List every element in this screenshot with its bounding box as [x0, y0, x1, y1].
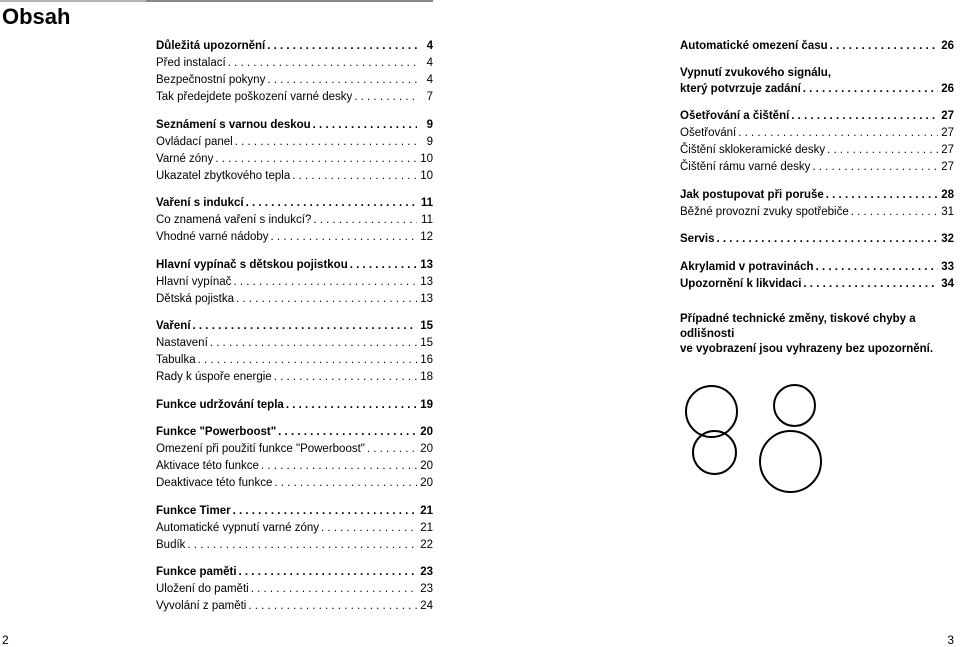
toc-entry[interactable]	[680, 276, 954, 293]
toc-entry[interactable]	[156, 352, 433, 369]
toc-page-number: 27	[941, 144, 954, 156]
toc-leader-dots	[233, 274, 417, 291]
toc-entry[interactable]	[156, 274, 433, 291]
toc-group-service	[680, 231, 954, 248]
toc-entry-title: Nastavení	[156, 337, 208, 349]
toc-page-number: 32	[941, 233, 954, 245]
toc-entry-title: Vyvolání z paměti	[156, 600, 247, 612]
toc-entry-title: Funkce "Powerboost"	[156, 426, 277, 438]
toc-entry[interactable]	[156, 318, 433, 335]
toc-entry-title: Uložení do paměti	[156, 583, 249, 595]
toc-page-number: 18	[420, 371, 433, 383]
toc-group	[156, 397, 433, 414]
toc-page-number: 7	[426, 91, 433, 103]
toc-entry[interactable]	[156, 117, 433, 134]
toc-entry[interactable]	[156, 369, 433, 386]
toc-entry[interactable]	[156, 229, 433, 246]
toc-entry[interactable]	[156, 134, 433, 151]
toc-entry[interactable]	[156, 424, 433, 441]
toc-entry[interactable]	[680, 231, 954, 248]
toc-group	[156, 257, 433, 308]
toc-leader-dots	[286, 397, 417, 414]
toc-page-number: 26	[941, 40, 954, 52]
toc-group	[156, 117, 433, 185]
toc-page-number: 12	[420, 231, 433, 243]
toc-leader-dots	[803, 276, 938, 293]
toc-page-number: 13	[420, 258, 433, 271]
toc-leader-dots	[827, 142, 938, 159]
toc-entry-title: Omezení při použití funkce "Powerboost"	[156, 443, 365, 455]
burner-top-right-icon	[773, 384, 816, 427]
toc-entry-title: Akrylamid v potravinách	[680, 260, 814, 273]
toc-entry-title: Ošetřování	[680, 127, 737, 139]
toc-page-number: 22	[420, 538, 433, 551]
toc-entry[interactable]	[156, 475, 433, 492]
toc-entry-title-line1[interactable]: Vypnutí zvukového signálu,	[680, 66, 832, 79]
toc-leader-dots	[246, 195, 417, 212]
toc-right-column	[680, 38, 954, 303]
toc-entry[interactable]	[156, 520, 433, 537]
toc-leader-dots	[313, 117, 417, 134]
toc-entry[interactable]	[156, 89, 433, 106]
toc-leader-dots	[321, 520, 417, 537]
header-rule-light	[146, 0, 433, 2]
toc-entry[interactable]	[156, 335, 433, 352]
toc-page-number: 13	[420, 275, 433, 288]
toc-page-number: 21	[420, 504, 433, 517]
toc-leader-dots	[235, 134, 417, 151]
toc-entry-title: Vaření	[156, 320, 191, 332]
toc-leader-dots	[803, 81, 938, 98]
toc-entry[interactable]	[680, 187, 954, 204]
toc-entry-title: Upozornění k likvidaci	[680, 277, 802, 290]
toc-page-number: 33	[941, 260, 954, 273]
toc-page-number: 10	[420, 152, 433, 165]
toc-group	[156, 195, 433, 246]
toc-page-number: 9	[426, 118, 433, 131]
toc-leader-dots	[198, 352, 417, 369]
page-title: Obsah	[2, 4, 71, 29]
toc-entry-title: Deaktivace této funkce	[156, 477, 273, 489]
toc-leader-dots	[228, 55, 417, 72]
toc-page-number: 10	[420, 169, 433, 182]
toc-group-misc	[680, 259, 954, 293]
toc-page-number: 34	[941, 277, 954, 290]
toc-page-number: 15	[420, 337, 433, 349]
toc-entry-title: Rady k úspoře energie	[156, 371, 272, 383]
toc-page-number: 28	[941, 188, 954, 201]
toc-page-number: 31	[941, 205, 954, 218]
toc-leader-dots	[233, 503, 417, 520]
toc-entry-title: Automatické vypnutí varné zóny	[156, 521, 319, 534]
disclaimer-line2: ve vyobrazení jsou vyhrazeny bez upozornění.	[680, 343, 934, 355]
toc-entry-title: Tak předejdete poškození varné desky	[156, 91, 353, 103]
toc-leader-dots	[830, 38, 938, 55]
toc-entry[interactable]	[156, 581, 433, 598]
toc-entry[interactable]	[156, 257, 433, 274]
toc-page-number: 27	[941, 127, 954, 139]
toc-entry[interactable]	[680, 38, 954, 55]
toc-entry-title: Bezpečnostní pokyny	[156, 74, 266, 86]
toc-group	[156, 318, 433, 386]
toc-entry[interactable]	[156, 503, 433, 520]
toc-page-number: 21	[420, 521, 433, 534]
disclaimer-line1: Případné technické změny, tiskové chyby a odlišnosti	[680, 313, 916, 340]
toc-entry-title: Co znamená vaření s indukcí?	[156, 214, 312, 226]
toc-entry[interactable]	[680, 108, 954, 125]
toc-page-number: 26	[941, 82, 954, 95]
toc-page-number: 11	[421, 214, 433, 226]
toc-page-number: 27	[941, 110, 954, 122]
toc-page-number: 11	[420, 197, 433, 209]
toc-entry-title: Důležitá upozornění	[156, 40, 266, 52]
toc-entry[interactable]	[156, 564, 433, 581]
toc-leader-dots	[267, 72, 417, 89]
toc-leader-dots	[193, 318, 417, 335]
toc-entry-title: Čištění sklokeramické desky	[680, 144, 826, 156]
toc-entry[interactable]	[156, 212, 433, 229]
toc-leader-dots	[354, 89, 417, 106]
toc-entry-title: Ovládací panel	[156, 135, 233, 148]
toc-group	[156, 503, 433, 554]
toc-leader-dots	[274, 369, 417, 386]
toc-page-number: 20	[420, 426, 433, 438]
toc-entry[interactable]	[680, 142, 954, 159]
toc-leader-dots	[313, 212, 417, 229]
toc-entry-title: Tabulka	[156, 354, 196, 366]
toc-entry-title: Ošetřování a čištění	[680, 110, 790, 122]
toc-page-number: 23	[420, 566, 433, 578]
toc-entry[interactable]	[156, 168, 433, 185]
toc-page-number: 23	[420, 583, 433, 595]
toc-entry[interactable]	[156, 72, 433, 89]
toc-entry-title: který potvrzuje zadání	[680, 82, 801, 95]
toc-leader-dots	[271, 229, 417, 246]
toc-entry-title: Servis	[680, 233, 715, 245]
toc-entry-title: Funkce Timer	[156, 504, 231, 517]
toc-leader-dots	[717, 231, 938, 248]
burner-bottom-right-icon	[759, 430, 822, 493]
toc-entry-title: Varné zóny	[156, 152, 214, 165]
burner-bottom-left-icon	[692, 430, 737, 475]
toc-group-auto-off	[680, 38, 954, 55]
toc-leader-dots	[239, 564, 417, 581]
toc-group-care	[680, 108, 954, 176]
toc-entry-title: Čištění rámu varné desky	[680, 161, 811, 173]
toc-page-number: 13	[420, 292, 433, 305]
toc-leader-dots	[851, 204, 938, 221]
toc-entry-title: Před instalací	[156, 57, 226, 69]
toc-entry-title: Seznámení s varnou deskou	[156, 118, 311, 131]
toc-entry[interactable]	[680, 259, 954, 276]
toc-entry-title: Funkce paměti	[156, 566, 237, 578]
toc-page-number: 20	[420, 460, 433, 472]
toc-leader-dots	[248, 598, 417, 615]
toc-entry[interactable]	[156, 441, 433, 458]
toc-entry[interactable]	[156, 537, 433, 554]
toc-entry-title: Jak postupovat při poruše	[680, 188, 824, 201]
toc-leader-dots	[210, 335, 417, 352]
toc-leader-dots	[292, 168, 417, 185]
toc-entry[interactable]	[680, 159, 954, 176]
toc-entry-title: Funkce udržování tepla	[156, 398, 284, 411]
toc-leader-dots	[274, 475, 417, 492]
toc-leader-dots	[826, 187, 938, 204]
toc-entry[interactable]	[156, 397, 433, 414]
toc-group-beep	[680, 66, 954, 98]
toc-entry[interactable]	[156, 458, 433, 475]
toc-group	[156, 38, 433, 106]
toc-page-number: 4	[426, 57, 433, 69]
toc-leader-dots	[251, 581, 417, 598]
toc-entry[interactable]	[156, 291, 433, 308]
toc-leader-dots	[367, 441, 417, 458]
toc-entry-title: Budík	[156, 538, 186, 551]
toc-page-number: 20	[420, 477, 433, 489]
toc-entry[interactable]	[156, 195, 433, 212]
toc-leader-dots	[791, 108, 938, 125]
toc-entry-title: Hlavní vypínač	[156, 275, 232, 288]
toc-entry[interactable]	[680, 81, 954, 98]
toc-leader-dots	[816, 259, 938, 276]
toc-entry-title: Aktivace této funkce	[156, 460, 259, 472]
toc-entry-title: Hlavní vypínač s dětskou pojistkou	[156, 258, 348, 271]
toc-leader-dots	[267, 38, 417, 55]
toc-entry[interactable]	[156, 55, 433, 72]
page-number-right: 3	[947, 633, 954, 647]
toc-page-number: 4	[426, 40, 433, 52]
toc-leader-dots	[187, 537, 417, 554]
toc-leader-dots	[236, 291, 417, 308]
toc-page-number: 20	[420, 443, 433, 455]
toc-entry[interactable]	[680, 125, 954, 142]
toc-group-fault	[680, 187, 954, 221]
toc-leader-dots	[812, 159, 938, 176]
toc-group	[156, 564, 433, 615]
toc-page-number: 24	[420, 600, 433, 612]
toc-page-number: 19	[420, 398, 433, 411]
toc-entry[interactable]	[156, 598, 433, 615]
toc-entry[interactable]	[156, 151, 433, 168]
toc-entry[interactable]	[680, 204, 954, 221]
toc-group	[156, 424, 433, 492]
toc-leader-dots	[215, 151, 417, 168]
disclaimer	[680, 312, 960, 357]
toc-page-number: 9	[426, 135, 433, 148]
header-rule-dark	[0, 0, 146, 2]
toc-entry-title: Vaření s indukcí	[156, 197, 244, 209]
toc-leader-dots	[278, 424, 417, 441]
toc-page-number: 15	[420, 320, 433, 332]
toc-leader-dots	[261, 458, 417, 475]
toc-page-number: 27	[941, 161, 954, 173]
toc-entry-title: Dětská pojistka	[156, 292, 234, 305]
toc-left-column	[156, 38, 433, 626]
toc-entry-title: Běžné provozní zvuky spotřebiče	[680, 205, 849, 218]
toc-page-number: 16	[420, 354, 433, 366]
toc-leader-dots	[738, 125, 938, 142]
page-number-left: 2	[2, 633, 9, 647]
toc-leader-dots	[350, 257, 417, 274]
toc-page-number: 4	[426, 74, 433, 86]
toc-entry[interactable]	[156, 38, 433, 55]
toc-entry-title: Vhodné varné nádoby	[156, 231, 269, 243]
toc-entry-title: Automatické omezení času	[680, 40, 828, 52]
toc-entry-title: Ukazatel zbytkového tepla	[156, 169, 291, 182]
